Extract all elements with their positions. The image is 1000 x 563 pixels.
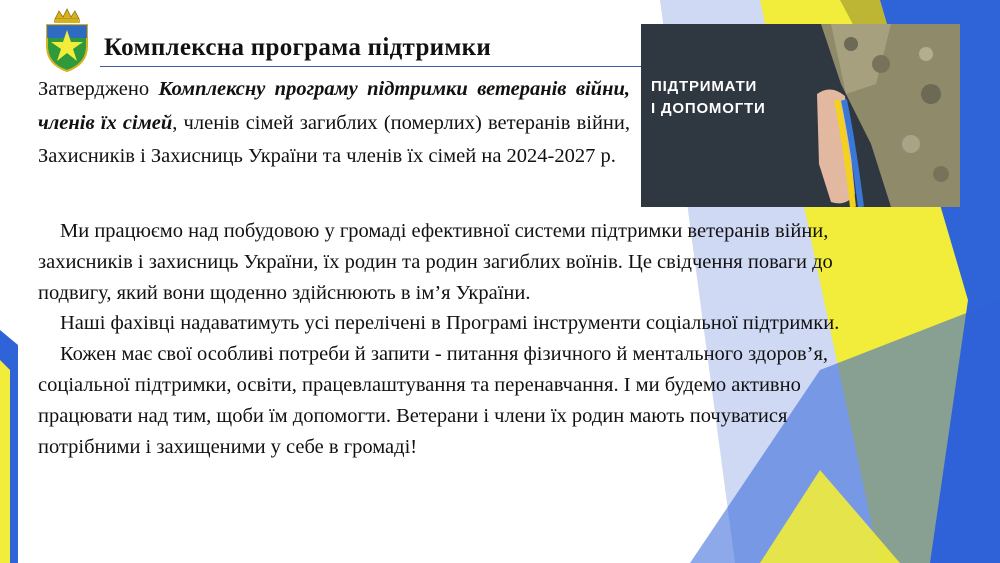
paragraph-specialists: Наші фахівці надаватимуть усі перелічені в Програмі інструменти соціальної підтримки.	[60, 312, 840, 335]
support-photo	[641, 24, 960, 207]
coat-of-arms-icon	[42, 8, 92, 72]
title-underline	[100, 66, 660, 67]
intro-suffix: , членів сімей загиблих (померлих) ветеранів війни, Захисників і Захисниць України та членів їх сімей на 2024-2027 р.	[38, 111, 630, 167]
page-title: Комплексна програма підтримки	[104, 34, 492, 61]
paragraph-system: Ми працюємо над побудовою у громаді ефективної системи підтримки ветеранів війни, захисників і захисниць України, їх родин та родин загиблих воїнів. Це свідчення поваги до подвигу, який вони щоденно здійснюють в ім’я України.	[38, 220, 833, 304]
intro-prefix: Затверджено	[38, 78, 159, 100]
paragraph-needs: Кожен має свої особливі потреби й запити - питання фізичного й ментального здоров’я, соціальної підтримки, освіти, працевлаштування та перенавчання. І ми будемо активно працювати над тим, щоби їм допомогти. Ветерани і члени їх родин мають почуватися потрібними і захищеними у себе в громаді!	[38, 343, 829, 458]
main-text	[38, 216, 883, 462]
left-edge-yellow	[0, 360, 10, 563]
photo-caption: ПІДТРИМАТИ І ДОПОМОГТИ	[651, 78, 766, 117]
program-name: Комплексну програму підтримки ветеранів війни, членів їх сімей	[38, 78, 630, 134]
intro-paragraph	[38, 73, 630, 174]
